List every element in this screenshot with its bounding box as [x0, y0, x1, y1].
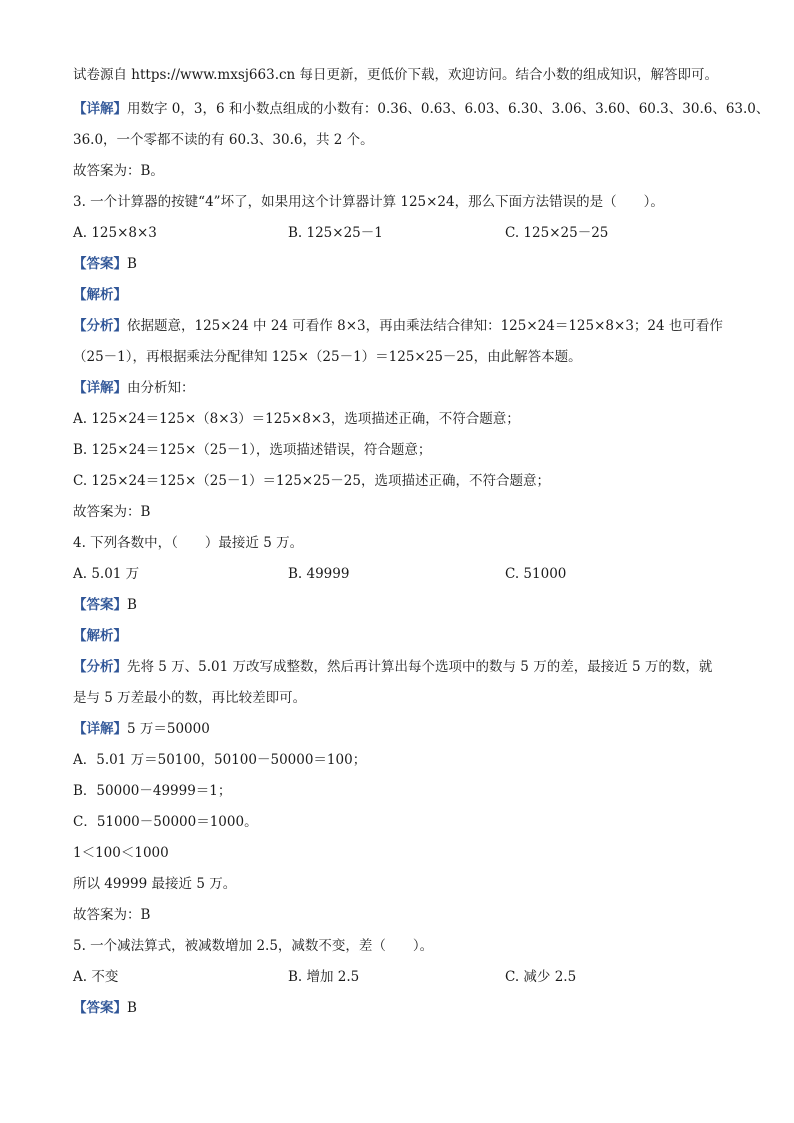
q3-detail-b: B. 125×24＝125×（25－1），选项描述错误，符合题意；	[73, 442, 432, 458]
q3-answer	[73, 254, 137, 274]
answer-tag: 【答案】	[73, 256, 127, 272]
q4-option-c: C. 51000	[505, 566, 567, 582]
q4-options	[73, 564, 733, 584]
q5-option-c: C. 减少 2.5	[505, 969, 577, 985]
q4-final-answer: 故答案为：B	[73, 907, 151, 923]
q4-analysis-line2: 是与 5 万差最小的数，再比较差即可。	[73, 690, 307, 706]
detail-text: 用数字 0，3，6 和小数点组成的小数有：0.36、0.63、6.03、6.30、3.06、3.60、60.3、30.6、63.0、	[127, 101, 770, 117]
q3-option-a: A. 125×8×3	[73, 225, 157, 241]
q4-answer	[73, 595, 137, 615]
q4-analysis-line1	[73, 657, 712, 677]
q5-answer	[73, 998, 137, 1018]
answer-tag: 【答案】	[73, 597, 127, 613]
q3-options	[73, 223, 733, 243]
analysis-tag: 【分析】	[73, 659, 127, 675]
q4-conclusion: 所以 49999 最接近 5 万。	[73, 876, 237, 892]
q3-option-c: C. 125×25－25	[505, 225, 609, 241]
analysis-text: 依据题意，125×24 中 24 可看作 8×3，再由乘法结合律知：125×24＝125×8×3；24 也可看作	[127, 318, 723, 334]
q3-question: 3. 一个计算器的按键“4”坏了，如果用这个计算器计算 125×24，那么下面方法错误的是（ ）。	[73, 194, 664, 210]
q3-analysis-line2: （25－1），再根据乘法分配律知 125×（25－1）＝125×25－25，由此解答本题。	[73, 349, 582, 365]
jiexi-tag: 【解析】	[73, 628, 127, 644]
q2-final-answer: 故答案为：B。	[73, 163, 164, 179]
q4-detail-a: A．5.01 万＝50100，50100－50000＝100；	[73, 752, 367, 768]
q3-option-b: B. 125×25－1	[288, 225, 383, 241]
detail-tag: 【详解】	[73, 721, 127, 737]
q4-question: 4. 下列各数中，（ ）最接近 5 万。	[73, 535, 304, 551]
q3-analysis-line1	[73, 316, 723, 336]
detail-text: 由分析知：	[127, 380, 195, 396]
q4-option-b: B. 49999	[288, 566, 350, 582]
answer-value: B	[127, 597, 137, 613]
q3-detail-c: C. 125×24＝125×（25－1）＝125×25－25，选项描述正确，不符合题意；	[73, 473, 550, 489]
q4-jiexi	[73, 626, 127, 646]
q4-detail-intro	[73, 719, 210, 739]
q2-detail-line2: 36.0，一个零都不读的有 60.3、30.6，共 2 个。	[73, 132, 374, 148]
q5-option-b: B. 增加 2.5	[288, 969, 360, 985]
detail-tag: 【详解】	[73, 101, 127, 117]
q3-detail-intro	[73, 378, 195, 398]
q3-jiexi	[73, 285, 127, 305]
analysis-text: 先将 5 万、5.01 万改写成整数，然后再计算出每个选项中的数与 5 万的差，最接近 5 万的数，就	[127, 659, 713, 675]
q5-option-a: A. 不变	[73, 969, 119, 985]
analysis-tag: 【分析】	[73, 318, 127, 334]
q3-final-answer: 故答案为：B	[73, 504, 151, 520]
q4-detail-b: B．50000－49999＝1；	[73, 783, 232, 799]
q4-option-a: A. 5.01 万	[73, 566, 140, 582]
source-header: 试卷源自 https://www.mxsj663.cn 每日更新，更低价下载，欢迎访问。结合小数的组成知识，解答即可。	[73, 67, 719, 83]
answer-value: B	[127, 1000, 137, 1016]
answer-tag: 【答案】	[73, 1000, 127, 1016]
detail-text: 5 万＝50000	[127, 721, 210, 737]
q5-options	[73, 967, 733, 987]
answer-value: B	[127, 256, 137, 272]
q5-question: 5. 一个减法算式，被减数增加 2.5，减数不变，差（ ）。	[73, 938, 434, 954]
q4-detail-c: C．51000－50000＝1000。	[73, 814, 258, 830]
q2-detail-line1	[73, 99, 769, 119]
q4-compare: 1＜100＜1000	[73, 845, 169, 861]
q3-detail-a: A. 125×24＝125×（8×3）＝125×8×3，选项描述正确，不符合题意；	[73, 411, 520, 427]
detail-tag: 【详解】	[73, 380, 127, 396]
jiexi-tag: 【解析】	[73, 287, 127, 303]
